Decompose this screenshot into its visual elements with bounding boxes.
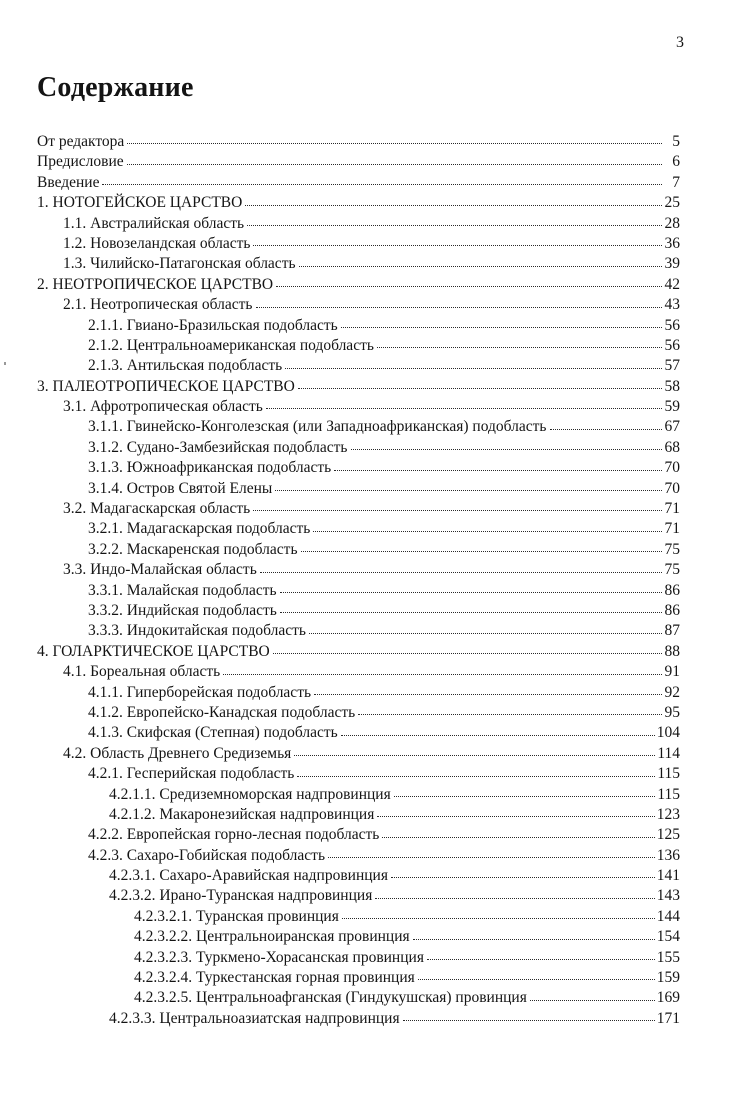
toc-entry-page: 169 [656, 989, 680, 1007]
toc-entry [37, 234, 680, 254]
toc-entry-page: 159 [656, 969, 680, 987]
toc-entry [37, 417, 680, 437]
dot-leader [223, 674, 662, 675]
toc-entry [37, 846, 680, 866]
toc-entry-page: 75 [664, 561, 680, 579]
toc-entry [37, 948, 680, 968]
toc-entry-title: 3.1. Афротропическая область [63, 398, 263, 416]
toc-entry-page: 91 [664, 663, 680, 681]
toc-entry-title: 4. ГОЛАРКТИЧЕСКОЕ ЦАРСТВО [37, 642, 270, 660]
toc-entry-page: 67 [664, 418, 680, 436]
toc-entry-title: 3.2.2. Маскаренская подобласть [88, 540, 298, 558]
toc-entry-title: От редактора [37, 133, 125, 150]
dot-leader [127, 143, 662, 144]
toc-entry [37, 764, 680, 784]
toc-entry-title: Предисловие [37, 153, 124, 171]
dot-leader [297, 776, 655, 777]
toc-entry [37, 581, 680, 601]
toc-entry-page: 28 [664, 214, 680, 232]
toc-entry [37, 968, 680, 988]
dot-leader [280, 612, 662, 613]
toc-entry [37, 621, 680, 641]
toc-entry-page: 95 [664, 703, 680, 721]
toc-entry-title: 3.2. Мадагаскарская область [63, 500, 251, 518]
toc-entry-title: 4.2. Область Древнего Средиземья [63, 744, 292, 762]
toc-entry-title: 3.1.4. Остров Святой Елены [88, 479, 273, 497]
dot-leader [358, 714, 662, 715]
toc-entry [37, 886, 680, 906]
table-of-contents [37, 132, 680, 1029]
dot-leader [530, 1000, 655, 1001]
dot-leader [351, 449, 663, 450]
dot-leader [127, 164, 662, 165]
toc-entry-title: 4.2.3.2.2. Центральноиранская провинция [134, 928, 410, 946]
toc-entry-page: 39 [664, 255, 680, 273]
toc-entry [37, 744, 680, 764]
toc-entry-page: 70 [664, 459, 680, 477]
toc-entry [37, 254, 680, 274]
toc-entry-page: 114 [657, 744, 680, 762]
toc-entry [37, 214, 680, 234]
toc-entry [37, 866, 680, 886]
toc-entry-page: 71 [664, 520, 680, 538]
toc-entry-title: 3.3.2. Индийская подобласть [88, 601, 277, 619]
toc-entry-title: 2.1.3. Антильская подобласть [88, 357, 283, 375]
toc-entry-page: 70 [664, 479, 680, 497]
dot-leader [342, 918, 655, 919]
dot-leader [418, 979, 655, 980]
toc-entry-title: 4.2.1.1. Средиземноморская надпровинция [109, 785, 391, 803]
toc-entry [37, 703, 680, 723]
toc-entry-page: 42 [664, 275, 680, 293]
dot-leader [256, 307, 662, 308]
dot-leader [341, 735, 655, 736]
dot-leader [276, 286, 662, 287]
toc-entry [37, 316, 680, 336]
toc-entry-page: 125 [656, 826, 680, 844]
toc-entry-title: 3. ПАЛЕОТРОПИЧЕСКОЕ ЦАРСТВО [37, 377, 295, 395]
toc-entry-title: 3.3.3. Индокитайская подобласть [88, 622, 306, 640]
dot-leader [341, 327, 662, 328]
dot-leader [275, 490, 662, 491]
toc-entry [37, 540, 680, 560]
toc-entry-title: 4.2.3.3. Центральноазиатская надпровинция [109, 1009, 400, 1027]
toc-entry-title: 1.3. Чилийско-Патагонская область [63, 255, 296, 273]
toc-entry [37, 173, 680, 193]
toc-entry-title: 4.2.3.2.3. Туркмено-Хорасанская провинция [134, 948, 424, 966]
toc-entry [37, 438, 680, 458]
toc-entry-page: 104 [656, 724, 680, 742]
dot-leader [377, 347, 662, 348]
toc-entry-title: 2.1. Неотропическая область [63, 296, 253, 314]
toc-entry-title: 2.1.1. Гвиано-Бразильская подобласть [88, 316, 338, 334]
toc-entry [37, 1009, 680, 1029]
toc-entry-page: 143 [656, 887, 680, 905]
toc-entry-page: 7 [672, 173, 680, 191]
toc-entry-title: 4.1.3. Скифская (Степная) подобласть [88, 724, 338, 742]
dot-leader [334, 470, 662, 471]
toc-entry-page: 86 [664, 601, 680, 619]
toc-entry [37, 132, 680, 152]
dot-leader [260, 572, 662, 573]
toc-entry [37, 601, 680, 621]
toc-entry-page: 123 [656, 805, 680, 823]
dot-leader [427, 959, 655, 960]
toc-entry [37, 275, 680, 295]
toc-entry [37, 356, 680, 376]
dot-leader [377, 816, 654, 817]
toc-entry [37, 785, 680, 805]
toc-entry-page: 56 [664, 316, 680, 334]
page-title: Содержание [37, 72, 194, 103]
toc-entry-title: 3.2.1. Мадагаскарская подобласть [88, 520, 311, 538]
dot-leader [273, 653, 662, 654]
toc-entry-page: 75 [664, 540, 680, 558]
toc-entry [37, 988, 680, 1008]
dot-leader [253, 245, 662, 246]
toc-entry-title: 4.2.3.2. Ирано-Туранская надпровинция [109, 887, 373, 905]
dot-leader [313, 531, 662, 532]
toc-entry [37, 907, 680, 927]
toc-entry-page: 88 [664, 642, 680, 660]
toc-entry-page: 71 [664, 500, 680, 518]
toc-entry-page: 92 [664, 683, 680, 701]
dot-leader [285, 368, 662, 369]
dot-leader [298, 388, 662, 389]
dot-leader [328, 857, 655, 858]
dot-leader [375, 898, 654, 899]
toc-entry-title: 3.1.2. Судано-Замбезийская подобласть [88, 438, 348, 456]
dot-leader [266, 408, 662, 409]
toc-entry [37, 499, 680, 519]
toc-entry-title: 1.2. Новозеландская область [63, 234, 251, 252]
toc-entry-title: 3.1.3. Южноафриканская подобласть [88, 459, 332, 477]
dot-leader [413, 939, 655, 940]
toc-entry-title: 4.2.3. Сахаро-Гобийская подобласть [88, 846, 326, 864]
toc-entry [37, 397, 680, 417]
toc-entry [37, 805, 680, 825]
toc-entry [37, 152, 680, 172]
toc-entry-page: 57 [664, 357, 680, 375]
toc-entry-page: 56 [664, 336, 680, 354]
toc-entry-page: 86 [664, 581, 680, 599]
toc-entry [37, 193, 680, 213]
dot-leader [314, 694, 662, 695]
toc-entry-page: 43 [664, 296, 680, 314]
toc-entry-title: 2.1.2. Центральноамериканская подобласть [88, 336, 374, 354]
toc-entry-title: 4.2.2. Европейская горно-лесная подобласть [88, 826, 380, 844]
dot-leader [391, 877, 655, 878]
toc-entry [37, 519, 680, 539]
toc-entry [37, 927, 680, 947]
toc-entry-page: 68 [664, 438, 680, 456]
toc-entry-title: 4.2.3.2.5. Центральноафганская (Гиндукушская) провинция [134, 989, 527, 1007]
toc-entry-page: 171 [656, 1009, 680, 1027]
toc-entry [37, 377, 680, 397]
page-number: 3 [676, 34, 684, 51]
toc-entry [37, 683, 680, 703]
toc-entry-page: 5 [672, 133, 680, 150]
toc-entry [37, 662, 680, 682]
toc-entry-title: 4.2.3.1. Сахаро-Аравийская надпровинция [109, 867, 388, 885]
toc-entry-page: 6 [672, 153, 680, 171]
toc-entry-page: 36 [664, 234, 680, 252]
toc-entry-title: 3.1.1. Гвинейско-Конголезская (или Западноафриканская) подобласть [88, 418, 547, 436]
toc-entry-page: 87 [664, 622, 680, 640]
dot-leader [309, 633, 662, 634]
toc-entry-page: 58 [664, 377, 680, 395]
toc-entry-title: 4.1.1. Гиперборейская подобласть [88, 683, 312, 701]
toc-entry-title: 4.2.3.2.4. Туркестанская горная провинция [134, 969, 415, 987]
dot-leader [280, 592, 662, 593]
dot-leader [301, 551, 662, 552]
toc-entry [37, 560, 680, 580]
scan-speck [4, 362, 6, 365]
dot-leader [550, 429, 663, 430]
toc-entry [37, 336, 680, 356]
dot-leader [294, 755, 655, 756]
toc-entry-page: 115 [657, 785, 680, 803]
toc-entry [37, 825, 680, 845]
toc-entry-page: 115 [657, 765, 680, 783]
toc-entry-page: 136 [656, 846, 680, 864]
toc-entry [37, 458, 680, 478]
dot-leader [245, 205, 662, 206]
toc-entry-page: 144 [656, 907, 680, 925]
toc-entry-page: 141 [656, 867, 680, 885]
toc-entry-page: 155 [656, 948, 680, 966]
toc-entry [37, 479, 680, 499]
dot-leader [403, 1020, 655, 1021]
toc-entry-title: Введение [37, 173, 100, 191]
toc-entry [37, 295, 680, 315]
toc-entry-page: 59 [664, 398, 680, 416]
toc-entry-title: 1.1. Австралийская область [63, 214, 245, 232]
toc-entry-title: 4.1. Бореальная область [63, 663, 221, 681]
toc-entry-title: 4.2.1.2. Макаронезийская надпровинция [109, 805, 375, 823]
toc-entry-page: 25 [664, 194, 680, 212]
dot-leader [394, 796, 656, 797]
toc-entry-title: 2. НЕОТРОПИЧЕСКОЕ ЦАРСТВО [37, 275, 274, 293]
toc-entry [37, 723, 680, 743]
toc-entry-title: 3.3. Индо-Малайская область [63, 561, 257, 579]
dot-leader [247, 225, 662, 226]
dot-leader [253, 510, 662, 511]
dot-leader [382, 837, 654, 838]
toc-entry-title: 4.2.1. Гесперийская подобласть [88, 765, 295, 783]
dot-leader [102, 184, 662, 185]
toc-entry [37, 642, 680, 662]
toc-entry-title: 4.1.2. Европейско-Канадская подобласть [88, 703, 356, 721]
dot-leader [299, 266, 662, 267]
toc-entry-title: 1. НОТОГЕЙСКОЕ ЦАРСТВО [37, 194, 243, 212]
toc-entry-title: 3.3.1. Малайская подобласть [88, 581, 277, 599]
toc-entry-title: 4.2.3.2.1. Туранская провинция [134, 907, 339, 925]
toc-entry-page: 154 [656, 928, 680, 946]
